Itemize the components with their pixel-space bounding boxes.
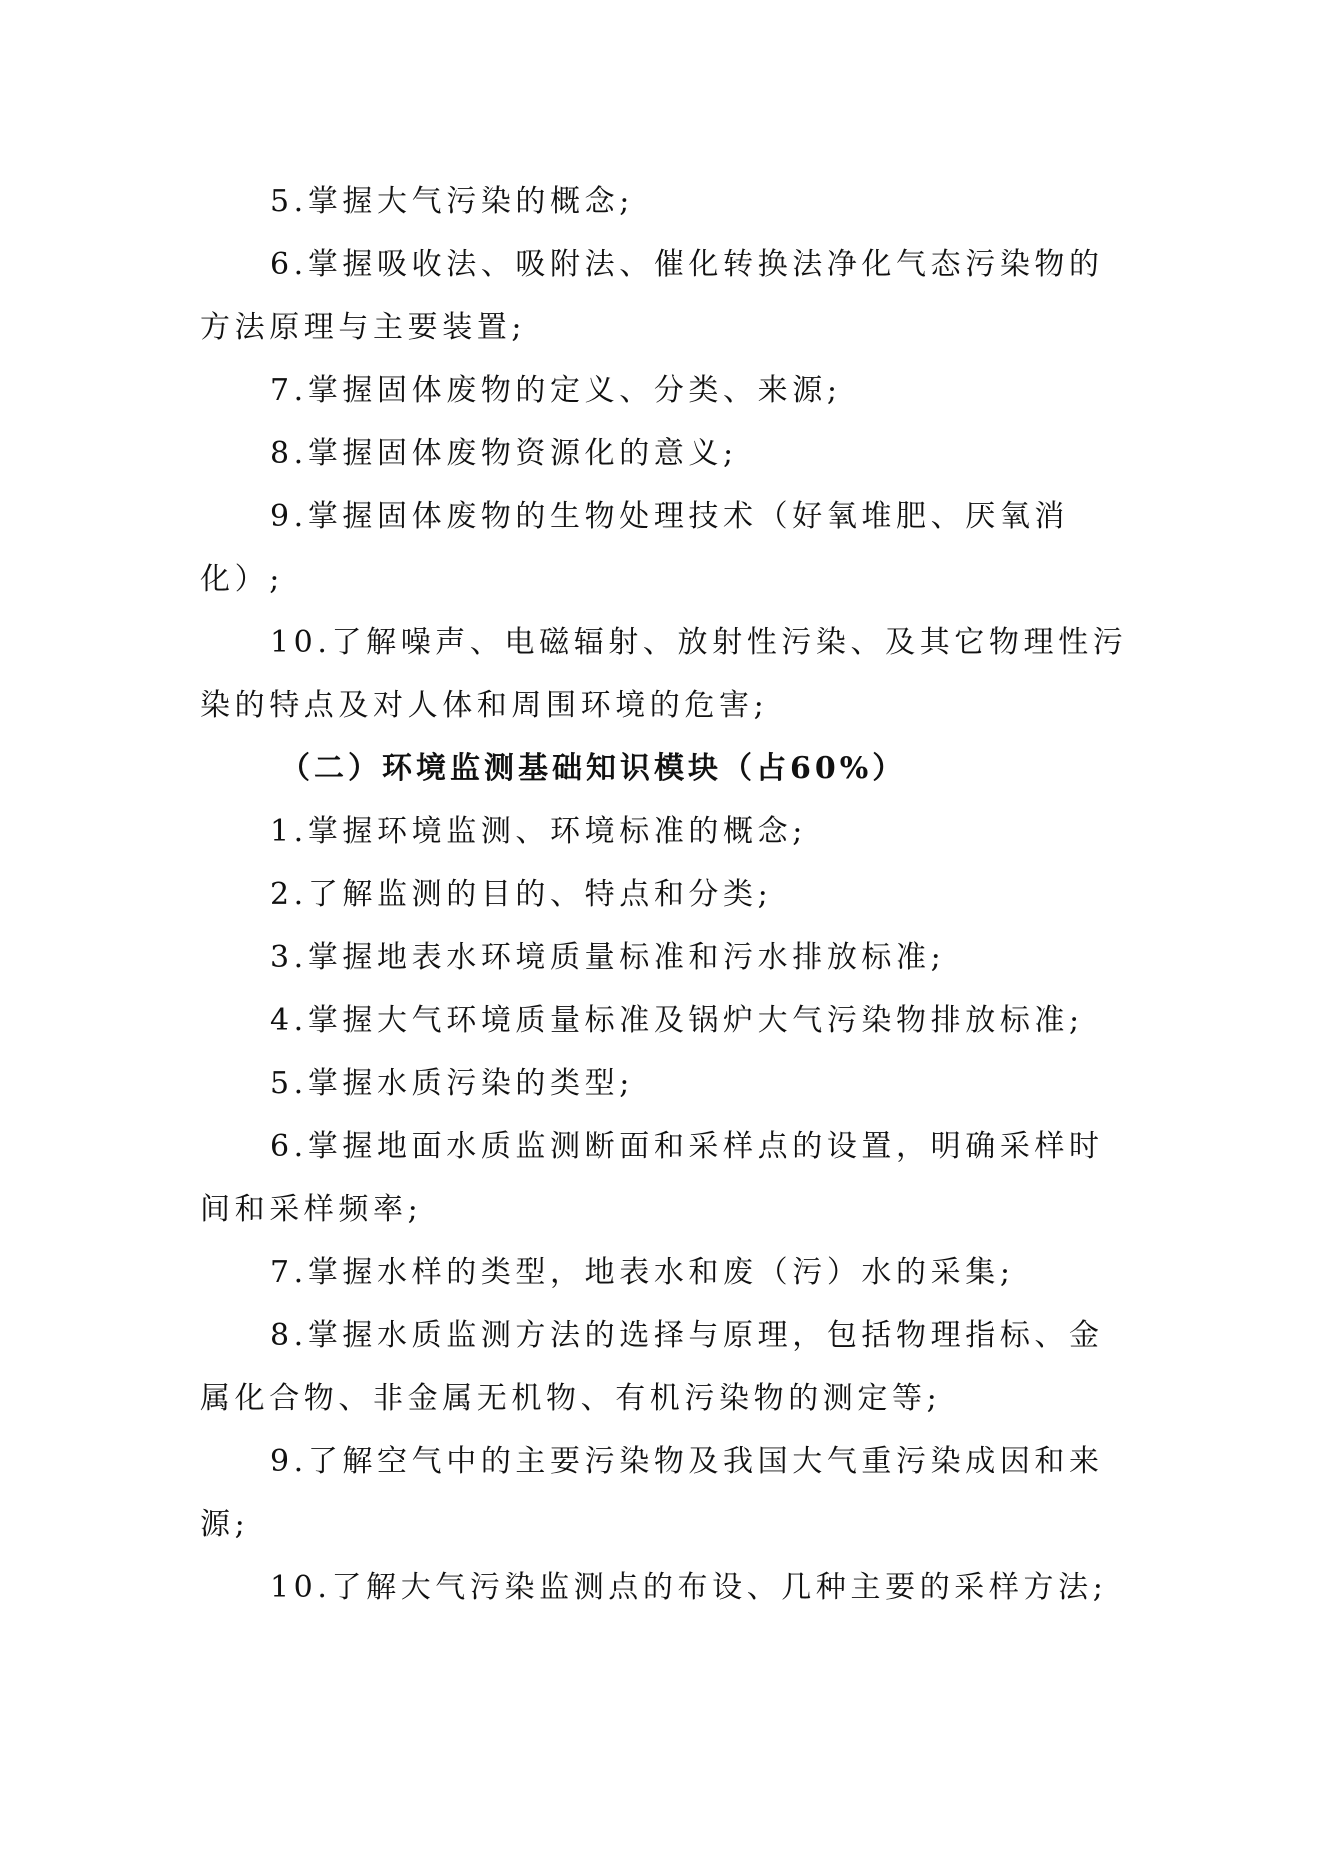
section-heading: （二）环境监测基础知识模块（占60%） xyxy=(280,751,907,786)
list-item-2-2: 2.了解监测的目的、特点和分类; xyxy=(270,877,773,912)
list-item-1-5: 5.掌握大气污染的概念; xyxy=(270,184,634,219)
list-item-2-10: 10.了解大气污染监测点的布设、几种主要的采样方法; xyxy=(270,1570,1108,1605)
list-item-2-3: 3.掌握地表水环境质量标准和污水排放标准; xyxy=(270,940,946,975)
list-item-1-10: 10.了解噪声、电磁辐射、放射性污染、及其它物理性污染的特点及对人体和周围环境的危害; xyxy=(200,625,1128,723)
list-item-1-9: 9.掌握固体废物的生物处理技术（好氧堆肥、厌氧消化）; xyxy=(200,499,1070,597)
list-item-2-6: 6.掌握地面水质监测断面和采样点的设置，明确采样时间和采样频率; xyxy=(200,1129,1104,1227)
list-item-1-6: 6.掌握吸收法、吸附法、催化转换法净化气态污染物的方法原理与主要装置; xyxy=(200,247,1104,345)
list-item-2-1: 1.掌握环境监测、环境标准的概念; xyxy=(270,814,807,849)
list-item-2-9: 9.了解空气中的主要污染物及我国大气重污染成因和来源; xyxy=(200,1444,1104,1542)
list-item-2-4: 4.掌握大气环境质量标准及锅炉大气污染物排放标准; xyxy=(270,1003,1084,1038)
list-item-2-7: 7.掌握水样的类型，地表水和废（污）水的采集; xyxy=(270,1255,1015,1290)
list-item-1-8: 8.掌握固体废物资源化的意义; xyxy=(270,436,738,471)
list-item-2-8: 8.掌握水质监测方法的选择与原理，包括物理指标、金属化合物、非金属无机物、有机污染物的测定等; xyxy=(200,1318,1104,1416)
list-item-1-7: 7.掌握固体废物的定义、分类、来源; xyxy=(270,373,842,408)
list-item-2-5: 5.掌握水质污染的类型; xyxy=(270,1066,634,1101)
document-page xyxy=(200,170,1130,1619)
